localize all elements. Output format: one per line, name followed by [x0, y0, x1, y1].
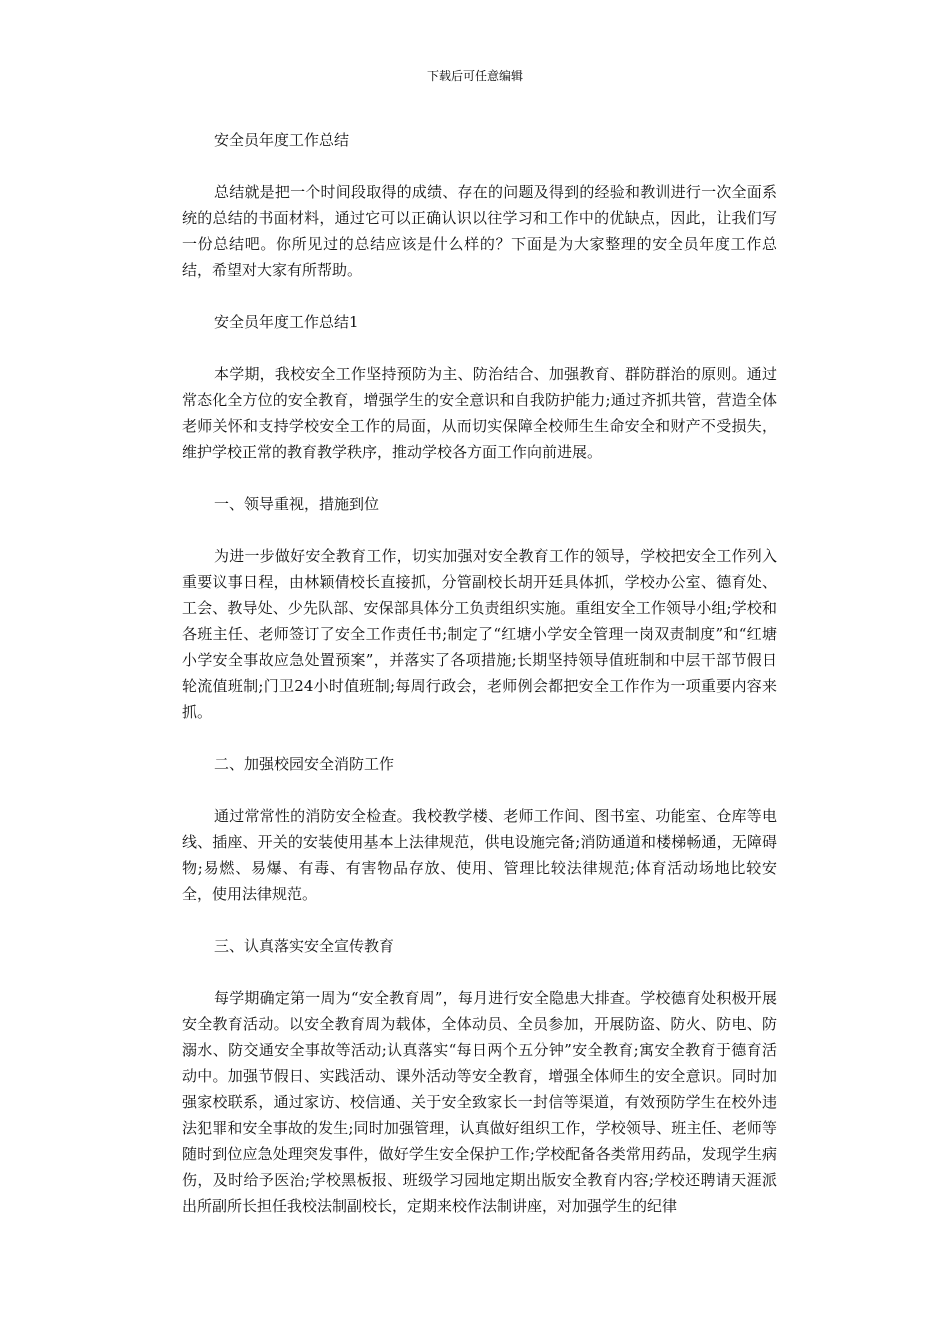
paragraph-4: 每学期确定第一周为“安全教育周”，每月进行安全隐患大排查。学校德育处积极开展安全教育活动。以安全教育周为载体，全体动员、全员参加，开展防盗、防火、防电、防溺水、防交通安全事故等活动;认真落实“每日两个五分钟”安全教育;寓安全教育于德育活动中。加强节假日、实践活动、课外活动等安全教育，增强全体师生的安全意识。同时加强家校联系，通过家访、校信通、关于安全致家长一封信等渠道，有效预防学生在校外违法犯罪和安全事故的发生;同时加强管理，认真做好组织工作，学校领导、班主任、老师等随时到位应急处理突发事件，做好学生安全保护工作;学校配备各类常用药品，发现学生病伤，及时给予医治;学校黑板报、班级学习园地定期出版安全教育内容;学校还聘请天涯派出所副所长担任我校法制副校长，定期来校作法制讲座，对加强学生的纪律 [182, 989, 777, 1215]
paragraph-1: 本学期，我校安全工作坚持预防为主、防治结合、加强教育、群防群治的原则。通过常态化全方位的安全教育，增强学生的安全意识和自我防护能力;通过齐抓共管，营造全体老师关怀和支持学校安全工作的局面，从而切实保障全校师生生命安全和财产不受损失，维护学校正常的教育教学秩序，推动学校各方面工作向前进展。 [182, 365, 777, 461]
paragraph-3: 通过常常性的消防安全检查。我校教学楼、老师工作间、图书室、功能室、仓库等电线、插座、开关的安装使用基本上法律规范，供电设施完备;消防通道和楼梯畅通，无障碍物;易燃、易爆、有毒、有害物品存放、使用、管理比较法律规范;体育活动场地比较安全，使用法律规范。 [182, 807, 777, 903]
intro-paragraph: 总结就是把一个时间段取得的成绩、存在的问题及得到的经验和教训进行一次全面系统的总结的书面材料，通过它可以正确认识以往学习和工作中的优缺点，因此，让我们写一份总结吧。你所见过的总结应该是什么样的？下面是为大家整理的安全员年度工作总结，希望对大家有所帮助。 [182, 183, 777, 279]
section-subtitle: 安全员年度工作总结1 [214, 313, 359, 331]
heading-1: 一、领导重视，措施到位 [214, 495, 380, 513]
heading-3: 三、认真落实安全宣传教育 [214, 937, 395, 955]
heading-2: 二、加强校园安全消防工作 [214, 755, 395, 773]
page-header: 下载后可任意编辑 [426, 69, 523, 83]
document-body [182, 127, 777, 1219]
paragraph-2: 为进一步做好安全教育工作，切实加强对安全教育工作的领导，学校把安全工作列入重要议事日程，由林颖倩校长直接抓，分管副校长胡开廷具体抓，学校办公室、德育处、工会、教导处、少先队部、安保部具体分工负责组织实施。重组安全工作领导小组;学校和各班主任、老师签订了安全工作责任书;制定了“红塘小学安全管理一岗双责制度”和“红塘小学安全事故应急处置预案”，并落实了各项措施;长期坚持领导值班制和中层干部节假日轮流值班制;门卫24小时值班制;每周行政会，老师例会都把安全工作作为一项重要内容来抓。 [182, 547, 777, 721]
document-title: 安全员年度工作总结 [214, 131, 350, 149]
